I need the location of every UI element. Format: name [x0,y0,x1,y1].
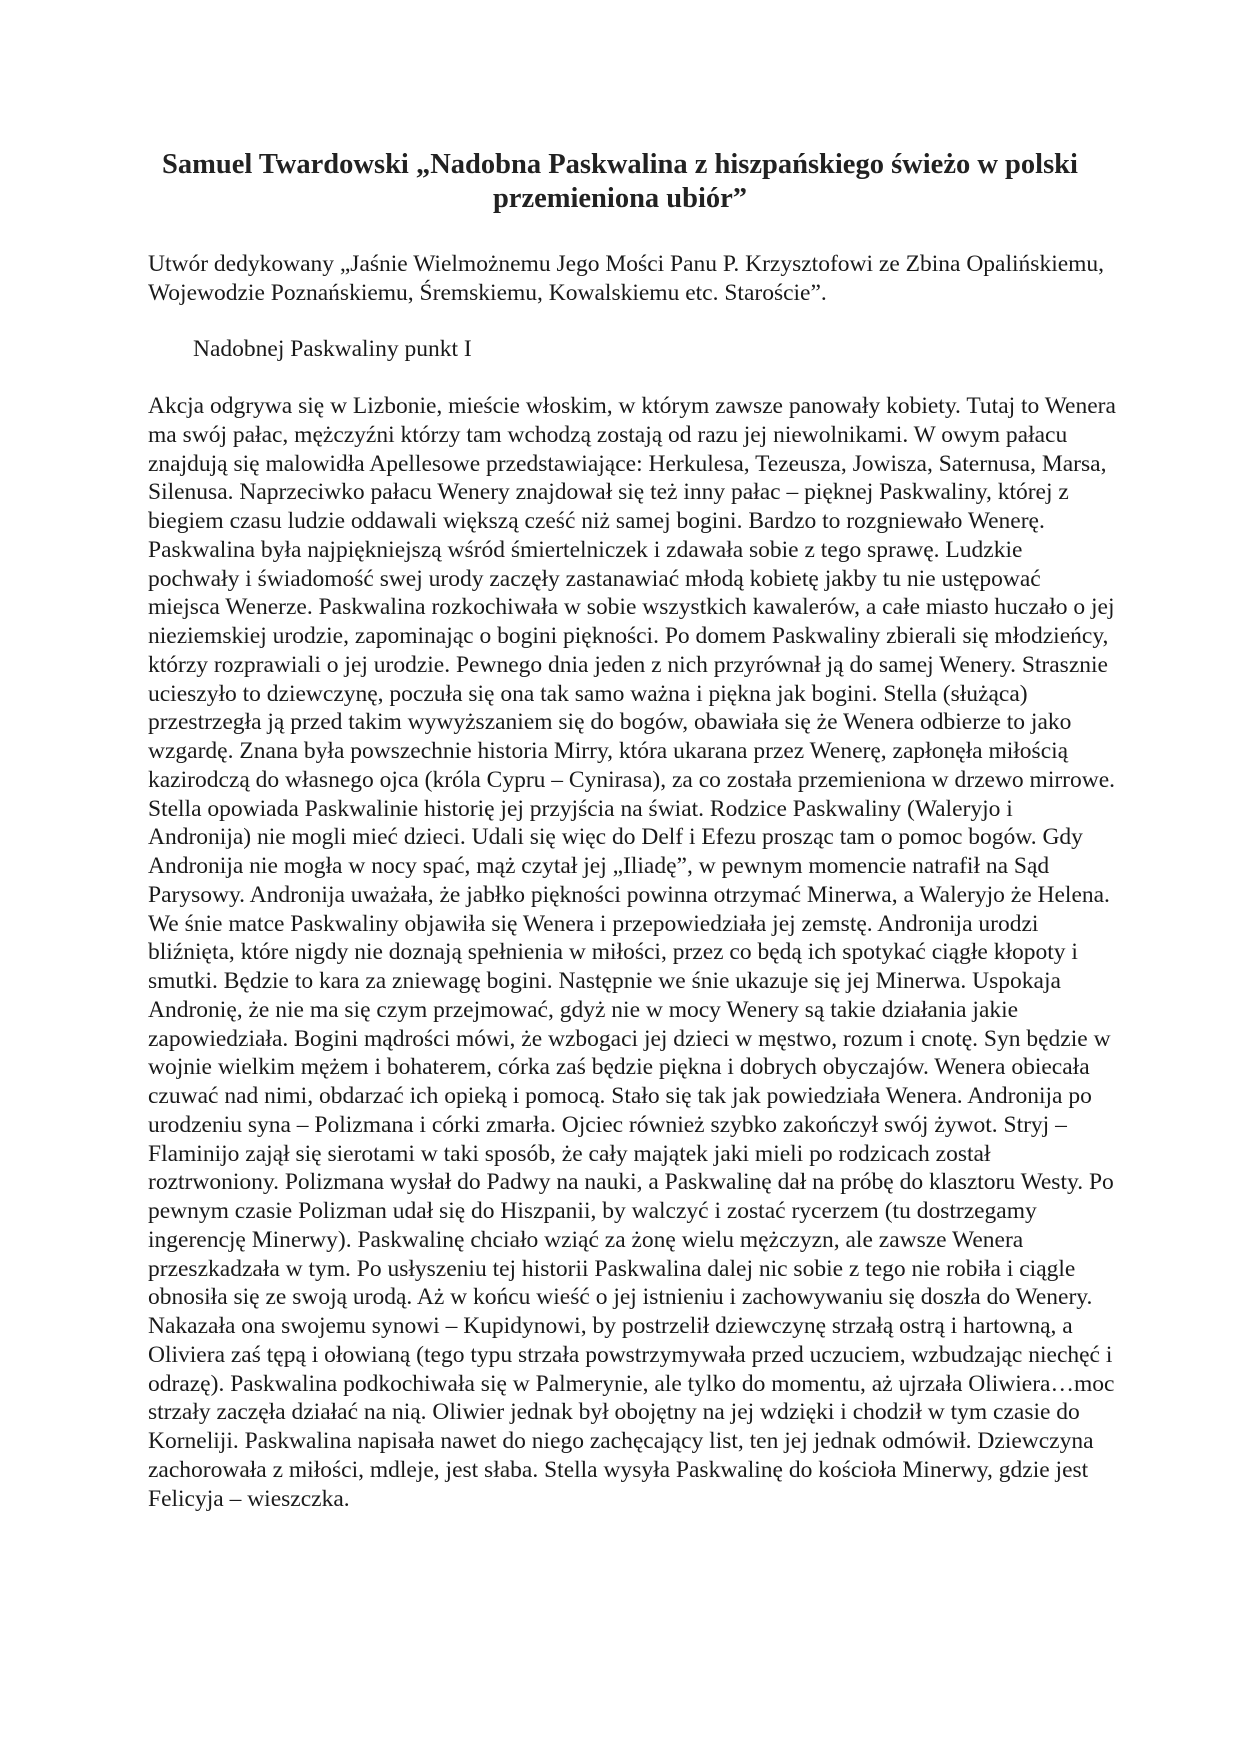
body-paragraph: Akcja odgrywa się w Lizbonie, mieście włoskim, w którym zawsze panowały kobiety. Tutaj to Wenera ma swój pałac, mężczyźni którzy tam wchodzą zostają od razu jej niewolnikami. W owym pałacu znajdują się malowidła Apellesowe przedstawiające: Herkulesa, Tezeusza, Jowisza, Saternusa, Marsa, Silenusa. Naprzeciwko pałacu Wenery znajdował się też inny pałac – pięknej Paskwaliny, której z biegiem czasu ludzie oddawali większą cześć niż samej bogini. Bardzo to rozgniewało Wenerę. Paskwalina była najpiękniejszą wśród śmiertelniczek i zdawała sobie z tego sprawę. Ludzkie pochwały i świadomość swej urody zaczęły zastanawiać młodą kobietę jakby tu nie ustępować miejsca Wenerze. Paskwalina rozkochiwała w sobie wszystkich kawalerów, a całe miasto huczało o jej nieziemskiej urodzie, zapominając o bogini piękności. Po domem Paskwaliny zbierali się młodzieńcy, którzy rozprawiali o jej urodzie. Pewnego dnia jeden z nich przyrównał ją do samej Wenery. Strasznie ucieszyło to dziewczynę, poczuła się ona tak samo ważna i piękna jak bogini. Stella (służąca) przestrzegła ją przed takim wywyższaniem się do bogów, obawiała się że Wenera odbierze to jako wzgardę. Znana była powszechnie historia Mirry, która ukarana przez Wenerę, zapłonęła miłością kazirodczą do własnego ojca (króla Cypru – Cynirasa), za co została przemieniona w drzewo mirrowe. Stella opowiada Paskwalinie historię jej przyjścia na świat. Rodzice Paskwaliny (Waleryjo i Andronija) nie mogli mieć dzieci. Udali się więc do Delf i Efezu prosząc tam o pomoc bogów. Gdy Andronija nie mogła w nocy spać, mąż czytał jej „Iliadę”, w pewnym momencie natrafił na Sąd Parysowy. Andronija uważała, że jabłko piękności powinna otrzymać Minerwa, a Waleryjo że Helena. We śnie matce Paskwaliny objawiła się Wenera i przepowiedziała jej zemstę. Andronija urodzi bliźnięta, które nigdy nie doznają spełnienia w miłości, przez co będą ich spotykać ciągłe kłopoty i smutki. Będzie to kara za zniewagę bogini. Następnie we śnie ukazuje się jej Minerwa. Uspokaja Andronię, że nie ma się czym przejmować, gdyż nie w mocy Wenery są takie działania jakie zapowiedziała. Bogini mądrości mówi, że wzbogaci jej dzieci w męstwo, rozum i cnotę. Syn będzie w wojnie wielkim mężem i bohaterem, córka zaś będzie piękna i dobrych obyczajów. Wenera obiecała czuwać nad nimi, obdarzać ich opieką i pomocą. Stało się tak jak powiedziała Wenera. Andronija po urodzeniu syna – Polizmana i córki zmarła. Ojciec również szybko zakończył swój żywot. Stryj – Flaminijo zajął się sierotami w taki sposób, że cały majątek jaki mieli po rodzicach został roztrwoniony. Polizmana wysłał do Padwy na nauki, a Paskwalinę dał na próbę do klasztoru Westy. Po pewnym czasie Polizman udał się do Hiszpanii, by walczyć i zostać rycerzem (tu dostrzegamy ingerencję Minerwy). Paskwalinę chciało wziąć za żonę wielu mężczyzn, ale zawsze Wenera przeszkadzała w tym. Po usłyszeniu tej historii Paskwalina dalej nic sobie z tego nie robiła i ciągle obnosiła się ze swoją urodą. Aż w końcu wieść o jej istnieniu i zachowywaniu się doszła do Wenery. Nakazała ona swojemu synowi – Kupidynowi, by postrzelił dziewczynę strzałą ostrą i hartowną, a Oliviera zaś tępą i ołowianą (tego typu strzała powstrzymywała przed uczuciem, wzbudzając niechęć i odrazę). Paskwalina podkochiwała się w Palmerynie, ale tylko do momentu, aż ujrzała Oliwiera…moc strzały zaczęła działać na nią. Oliwier jednak był obojętny na jej wdzięki i chodził w tym czasie do Korneliji. Paskwalina napisała nawet do niego zachęcający list, ten jej jednak odmówił. Dziewczyna zachorowała z miłości, mdleje, jest słaba. Stella wysyła Paskwalinę do kościoła Minerwy, gdzie jest Felicyja – wieszczka. [148,393,1116,1512]
section-heading: Nadobnej Paskwaliny punkt I [193,336,472,362]
dedication-paragraph: Utwór dedykowany „Jaśnie Wielmożnemu Jego Mości Panu P. Krzysztofowi ze Zbina Opalińskiemu, Wojewodzie Poznańskiemu, Śremskiemu, Kowalskiemu etc. Staroście”. [148,251,1105,306]
document-title: Samuel Twardowski „Nadobna Paskwalina z hiszpańskiego świeżo w polski przemieniona ubiór” [162,149,1078,214]
